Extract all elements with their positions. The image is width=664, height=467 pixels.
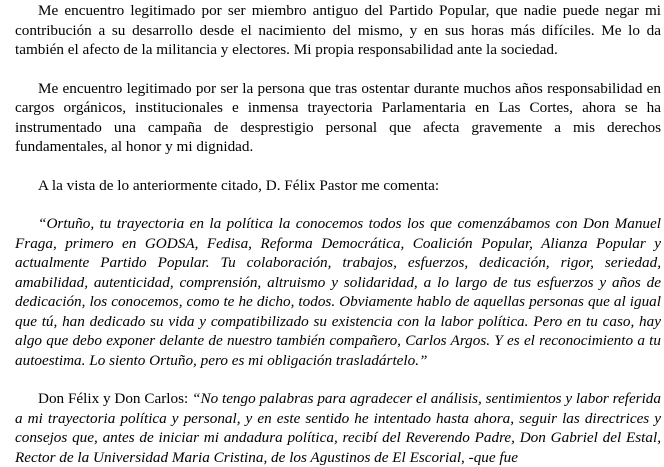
paragraph-reply (15, 389, 661, 467)
paragraph-legitimacy-career: Me encuentro legitimado por ser la persona que tras ostentar durante muchos años responsabilidad en cargos orgánicos, institucionales e inmensa trayectoria Parlamentaria en Las Cortes, ahora se ha instrumentado una campaña de desprestigio personal que afecta gravemente a mis derechos fundamentales, al honor y mi dignidad. (15, 79, 661, 155)
paragraph-legitimacy-member: Me encuentro legitimado por ser miembro antiguo del Partido Popular, que nadie puede negar mi contribución a su desarrollo desde el nacimiento del mismo, y en sus horas más difíciles. Me lo da también el afecto de la militancia y electores. Mi propia responsabilidad ante la sociedad. (15, 2, 661, 58)
reply-quote: “No tengo palabras para agradecer el análisis, sentimientos y labor referida a mi trayectoria política y personal, y en este sentido he intentado hasta ahora, seguir las directrices y consejos que, antes de iniciar mi andadura política, recibí del Reverendo Padre, Don Gabriel del Estal, Rector de la Universidad Maria Cristina, de los Agustinos de El Escorial, -que fue (15, 390, 661, 466)
paragraph-felix-intro: A la vista de lo anteriormente citado, D. Félix Pastor me comenta: (38, 176, 440, 194)
reply-lead: Don Félix y Don Carlos: (38, 390, 192, 407)
paragraph-felix-quote: “Ortuño, tu trayectoria en la política la conocemos todos los que comenzábamos con Don Manuel Fraga, primero en GODSA, Fedisa, Reforma Democrática, Coalición Popular, Alianza Popular y actualmente Partido Popular. Tu colaboración, trabajos, esfuerzos, dedicación, rigor, seriedad, amabilidad, autenticidad, comprensión, altruismo y solidaridad, a lo largo de tus esfuerzos y años de dedicación, los conocemos, como te he dicho, todos. Obviamente hablo de aquellas personas que al igual que tú, han dedicado su vida y compatibilizado su existencia con la labor política. Pero en tu caso, hay algo que debo exponer delante de nuestro también compañero, Carlos Argos. Y es el reconocimiento a tu autoestima. Lo siento Ortuño, pero es mi obligación trasladártelo.” (15, 215, 661, 369)
document-page (0, 1, 664, 466)
